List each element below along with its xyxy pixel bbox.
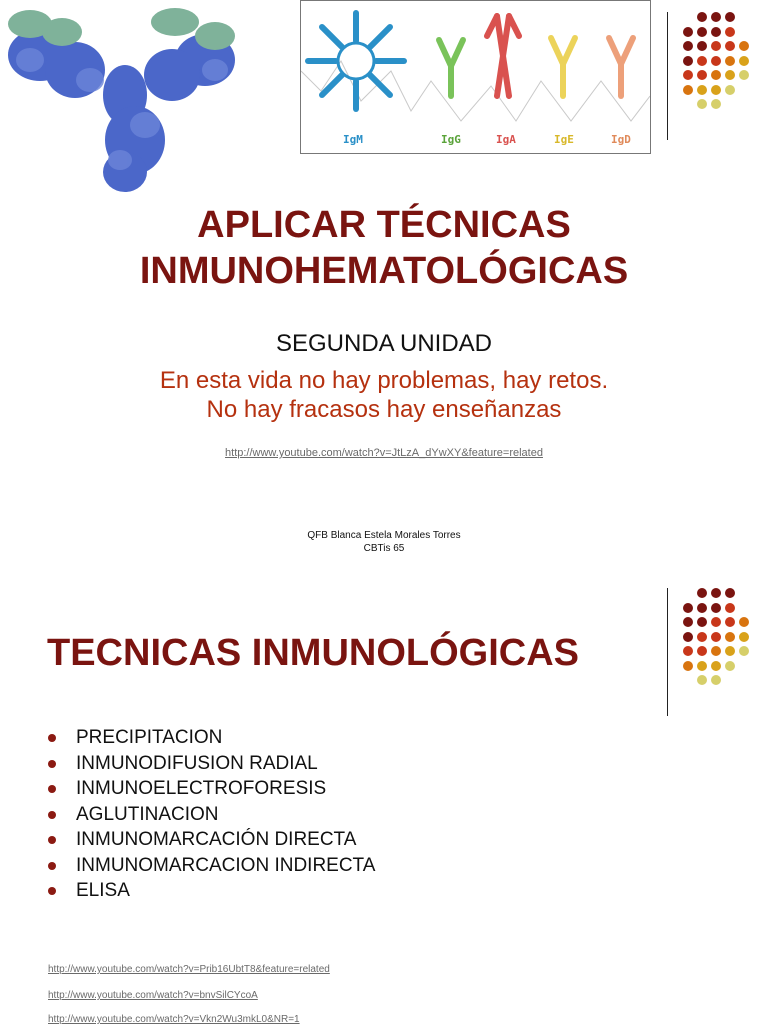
decorative-dot — [725, 617, 735, 627]
decorative-dot — [725, 41, 735, 51]
decorative-dot — [711, 617, 721, 627]
title-line-2: INMUNOHEMATOLÓGICAS — [139, 250, 629, 292]
decorative-dot — [697, 56, 707, 66]
decorative-dot — [683, 661, 693, 671]
decorative-dot-grid — [683, 12, 755, 124]
list-item-label: INMUNOELECTROFORESIS — [76, 778, 327, 799]
decorative-dot — [725, 85, 735, 95]
decorative-dot — [711, 632, 721, 642]
motivational-quote — [0, 366, 768, 424]
decorative-dot — [711, 99, 721, 109]
list-item-label: INMUNOMARCACION INDIRECTA — [76, 854, 376, 876]
igd-label: IgD — [611, 133, 631, 146]
decorative-dot — [725, 70, 735, 80]
decorative-dot — [711, 12, 721, 22]
decorative-dot — [739, 617, 749, 627]
youtube-link-3[interactable]: http://www.youtube.com/watch?v=Vkn2Wu3mkL0&NR=1 — [48, 1014, 300, 1025]
bullet-icon — [48, 887, 56, 895]
ige-label: IgE — [554, 133, 574, 146]
decorative-dot — [711, 588, 721, 598]
igm-label: IgM — [343, 133, 363, 146]
decorative-dot — [725, 56, 735, 66]
decorative-dot — [683, 617, 693, 627]
decorative-dot — [739, 41, 749, 51]
decorative-dot — [697, 41, 707, 51]
decorative-dot — [697, 99, 707, 109]
youtube-link-1[interactable]: http://www.youtube.com/watch?v=Prib16UbtT8&feature=related — [48, 964, 330, 975]
list-item — [48, 853, 375, 879]
decorative-dot-grid-2 — [683, 588, 755, 700]
decorative-dot — [683, 603, 693, 613]
decorative-dot — [711, 56, 721, 66]
iga-label: IgA — [496, 133, 516, 146]
decorative-dot — [683, 41, 693, 51]
decorative-dot — [725, 27, 735, 37]
list-item-label: INMUNOMARCACIÓN DIRECTA — [76, 829, 357, 850]
decorative-divider-2 — [667, 588, 668, 716]
antibody-classes-diagram — [300, 0, 651, 154]
decorative-dot — [683, 85, 693, 95]
decorative-dot — [739, 646, 749, 656]
decorative-dot — [725, 588, 735, 598]
quote-line-1: En esta vida no hay problemas, hay retos. — [159, 367, 609, 394]
list-item-label: ELISA — [76, 880, 130, 901]
author-block — [0, 529, 768, 555]
igg-label: IgG — [441, 133, 461, 146]
decorative-dot — [725, 603, 735, 613]
decorative-dot — [697, 661, 707, 671]
decorative-dot — [725, 632, 735, 642]
decorative-dot — [697, 675, 707, 685]
decorative-dot — [711, 27, 721, 37]
slide-2-title: TECNICAS INMUNOLÓGICAS — [47, 632, 579, 674]
decorative-dot — [683, 56, 693, 66]
bullet-icon — [48, 811, 56, 819]
bullet-icon — [48, 734, 56, 742]
bullet-icon — [48, 836, 56, 844]
title-line-1: APLICAR TÉCNICAS — [197, 204, 571, 246]
decorative-dot — [697, 632, 707, 642]
school-name: CBTis 65 — [363, 543, 405, 554]
decorative-dot — [711, 603, 721, 613]
decorative-dot — [711, 661, 721, 671]
youtube-link-2[interactable]: http://www.youtube.com/watch?v=bnvSilCYcoA — [48, 990, 258, 1001]
decorative-dot — [697, 12, 707, 22]
quote-line-2: No hay fracasos hay enseñanzas — [206, 396, 562, 423]
decorative-dot — [711, 675, 721, 685]
decorative-dot — [739, 56, 749, 66]
list-item — [48, 776, 375, 802]
list-item-label: INMUNODIFUSION RADIAL — [76, 752, 318, 774]
list-item — [48, 751, 375, 777]
antibody-classes-graphic — [301, 1, 650, 153]
list-item-label: PRECIPITACION — [76, 727, 223, 748]
decorative-dot — [725, 12, 735, 22]
decorative-dot — [711, 85, 721, 95]
list-item — [48, 802, 375, 828]
decorative-dot — [739, 632, 749, 642]
antibody-molecule-image — [0, 0, 260, 200]
list-item — [48, 827, 375, 853]
decorative-dot — [683, 27, 693, 37]
bullet-icon — [48, 760, 56, 768]
decorative-dot — [725, 646, 735, 656]
techniques-list — [48, 725, 375, 904]
decorative-dot — [683, 646, 693, 656]
decorative-dot — [739, 70, 749, 80]
decorative-dot — [711, 41, 721, 51]
decorative-divider — [667, 12, 668, 140]
decorative-dot — [697, 646, 707, 656]
slide-1-title — [0, 202, 768, 294]
subtitle: SEGUNDA UNIDAD — [275, 330, 493, 357]
list-item — [48, 725, 375, 751]
decorative-dot — [725, 661, 735, 671]
decorative-dot — [697, 603, 707, 613]
decorative-dot — [711, 646, 721, 656]
decorative-dot — [697, 27, 707, 37]
decorative-dot — [697, 617, 707, 627]
bullet-icon — [48, 785, 56, 793]
decorative-dot — [697, 588, 707, 598]
list-item-label: AGLUTINACION — [76, 803, 219, 825]
decorative-dot — [683, 632, 693, 642]
decorative-dot — [711, 70, 721, 80]
decorative-dot — [683, 70, 693, 80]
bullet-icon — [48, 862, 56, 870]
author-name: QFB Blanca Estela Morales Torres — [307, 530, 461, 541]
list-item — [48, 878, 375, 904]
decorative-dot — [697, 85, 707, 95]
youtube-link[interactable]: http://www.youtube.com/watch?v=JtLzA_dYwXY&feature=related — [225, 447, 543, 459]
decorative-dot — [697, 70, 707, 80]
